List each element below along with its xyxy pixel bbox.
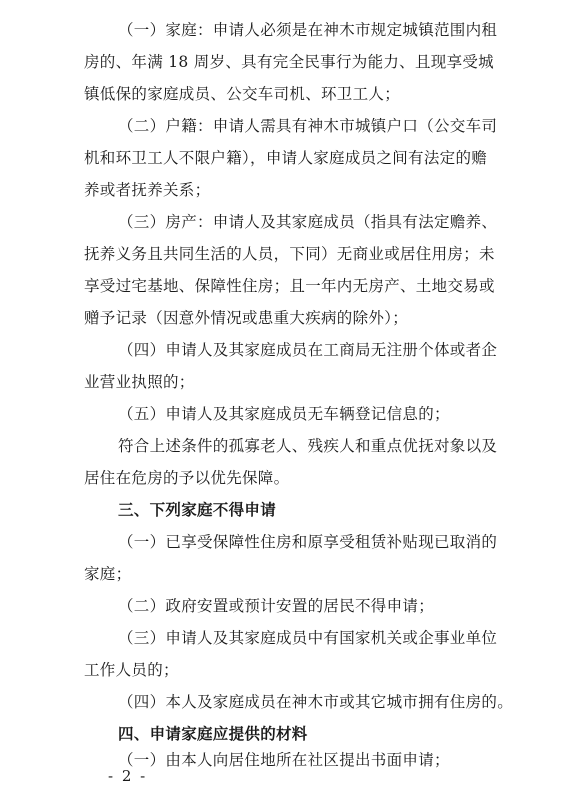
text-line: （五）申请人及其家庭成员无车辆登记信息的； xyxy=(118,405,450,423)
text-line: （四）申请人及其家庭成员在工商局无注册个体或者企 xyxy=(118,341,498,359)
text-line: （四）本人及家庭成员在神木市或其它城市拥有住房的。 xyxy=(118,693,514,711)
text-line: 工作人员的； xyxy=(84,661,179,679)
text-line: 机和环卫工人不限户籍），申请人家庭成员之间有法定的赡 xyxy=(84,149,488,167)
section-heading: 四、申请家庭应提供的材料 xyxy=(118,724,308,743)
text-line: 镇低保的家庭成员、公交车司机、环卫工人； xyxy=(84,85,401,103)
text-line: （三）申请人及其家庭成员中有国家机关或企事业单位 xyxy=(118,629,498,647)
text-line: 业营业执照的； xyxy=(84,373,195,391)
text-line: （三）房产：申请人及其家庭成员（指具有法定赡养、 xyxy=(118,213,498,231)
text-line: （二）户籍：申请人需具有神木市城镇户口（公交车司 xyxy=(118,117,498,135)
text-line: （一）家庭：申请人必须是在神木市规定城镇范围内租 xyxy=(118,21,498,39)
text-line: 赠予记录（因意外情况或患重大疾病的除外）； xyxy=(84,309,409,327)
text-line: 享受过宅基地、保障性住房；且一年内无房产、土地交易或 xyxy=(84,277,495,295)
text-line: 家庭； xyxy=(84,565,132,583)
text-line: 抚养义务且共同生活的人员，下同）无商业或居住用房；未 xyxy=(84,245,495,263)
section-heading: 三、下列家庭不得申请 xyxy=(118,500,277,519)
text-line: （二）政府安置或预计安置的居民不得申请； xyxy=(118,597,435,615)
text-line: 居住在危房的予以优先保障。 xyxy=(84,469,290,487)
text-line: 房的、年满 18 周岁、具有完全民事行为能力、且现享受城 xyxy=(84,53,494,71)
text-line: 符合上述条件的孤寡老人、残疾人和重点优抚对象以及 xyxy=(118,437,498,455)
text-line: 养或者抚养关系； xyxy=(84,181,211,199)
page-number: - 2 - xyxy=(108,767,148,785)
text-line: （一）已享受保障性住房和原享受租赁补贴现已取消的 xyxy=(118,533,498,551)
text-line: （一）由本人向居住地所在社区提出书面申请； xyxy=(118,751,450,769)
